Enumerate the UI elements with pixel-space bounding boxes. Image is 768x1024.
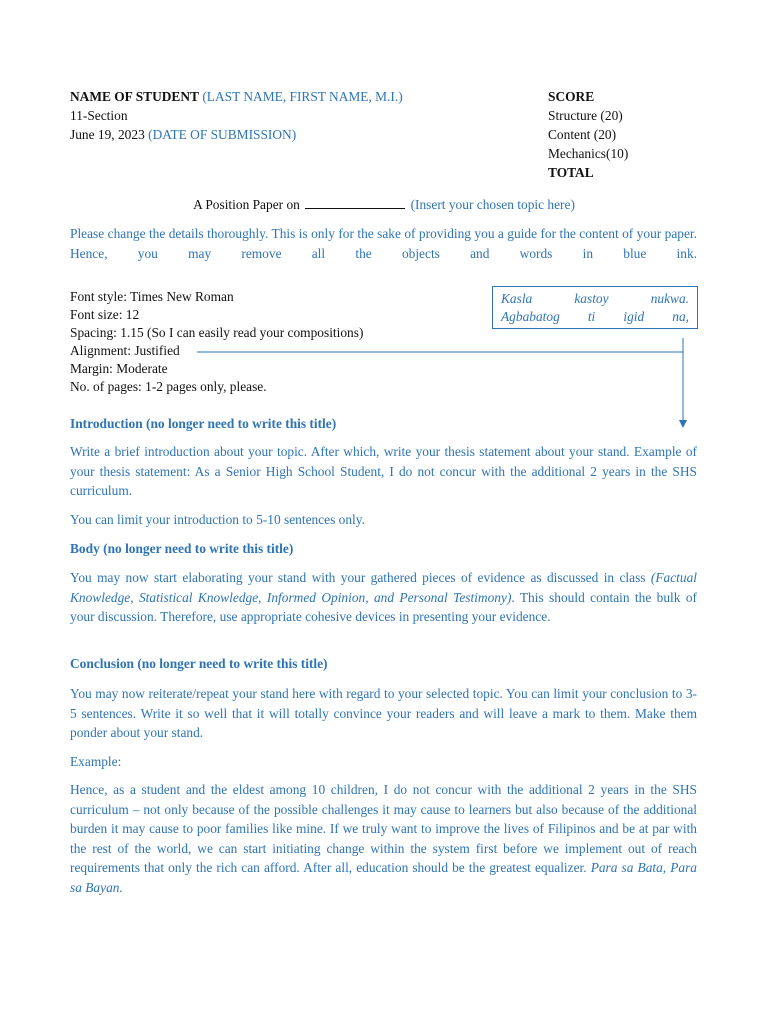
date-line: [70, 125, 403, 144]
paper-title-prefix: A Position Paper on: [193, 197, 300, 212]
format-item-spacing: Spacing: 1.15 (So I can easily read your compositions): [70, 325, 364, 340]
callout-line-2: Agbabatog ti igid na,: [501, 309, 689, 324]
example-label: Example:: [70, 754, 122, 769]
format-item-pages: No. of pages: 1-2 pages only, please.: [70, 379, 267, 394]
score-item-content: Content (20): [548, 127, 617, 142]
student-info-block: [70, 87, 403, 144]
student-name-label: NAME OF STUDENT: [70, 89, 199, 104]
guide-note: Please change the details thoroughly. This is only for the sake of providing you a guide for the content of your paper. Hence, you may remove all the objects and words in blue ink.: [70, 226, 697, 261]
submission-date: June 19, 2023: [70, 127, 145, 142]
body-paragraph-start: You may now start elaborating your stand with your gathered pieces of evidence as discussed in class: [70, 570, 651, 585]
format-item-font-style: Font style: Times New Roman: [70, 289, 234, 304]
body-heading: Body (no longer need to write this title): [70, 541, 294, 556]
body-paragraph: [70, 568, 697, 627]
topic-hint: (Insert your chosen topic here): [410, 197, 575, 212]
conclusion-heading: Conclusion (no longer need to write this title): [70, 656, 328, 671]
example-text: Hence, as a student and the eldest among 10 children, I do not concur with the additional 2 years in the SHS curriculum – not only because of the possible challenges it may cause to learners but also because of the additional burden it may cause to poor families like mine. If we truly want to improve the lives of Filipinos and be at par with the rest of the world, we can start initiating change within the system first before we implement out of reach requirements that only the rich can afford. After all, education should be the greatest equalizer.: [70, 782, 697, 875]
body-paragraph-end: . This should contain the bulk of your discussion. Therefore, use appropriate cohesive devices in presenting your evidence.: [70, 589, 697, 624]
body-evidence-types: (Factual Knowledge, Statistical Knowledge, Informed Opinion, and Personal Testimony): [70, 570, 697, 605]
justified-example-callout: [492, 286, 698, 329]
student-name-hint: (LAST NAME, FIRST NAME, M.I.): [202, 89, 403, 104]
introduction-heading: Introduction (no longer need to write this title): [70, 416, 337, 431]
conclusion-paragraph: You may now reiterate/repeat your stand here with regard to your selected topic. You can limit your conclusion to 3-5 sentences. Write it so well that it will totally convince your readers and will leave a mark to them. Make them ponder about your stand.: [70, 686, 697, 740]
score-item-structure: Structure (20): [548, 108, 623, 123]
callout-line-1: Kasla kastoy nukwa.: [501, 291, 689, 306]
format-item-alignment: Alignment: Justified: [70, 343, 180, 358]
format-item-font-size: Font size: 12: [70, 307, 140, 322]
example-paragraph: [70, 780, 697, 897]
example-slogan: Para sa Bata, Para sa Bayan.: [70, 860, 697, 895]
score-block: [548, 87, 628, 182]
student-name-line: [70, 87, 403, 106]
score-total: TOTAL: [548, 165, 594, 180]
format-requirements-list: [70, 288, 363, 396]
introduction-limit-note: You can limit your introduction to 5-10 sentences only.: [70, 512, 365, 527]
topic-blank: [305, 197, 405, 209]
score-item-mechanics: Mechanics(10): [548, 146, 629, 161]
paper-title-line: [0, 196, 768, 214]
format-item-margin: Margin: Moderate: [70, 361, 168, 376]
score-title: SCORE: [548, 89, 595, 104]
section-line: 11-Section: [70, 108, 128, 123]
date-hint: (DATE OF SUBMISSION): [148, 127, 297, 142]
introduction-paragraph: Write a brief introduction about your topic. After which, write your thesis statement about your stand. Example of your thesis statement: As a Senior High School Student, I do not concur with the additional 2 years in the SHS curriculum.: [70, 444, 697, 498]
